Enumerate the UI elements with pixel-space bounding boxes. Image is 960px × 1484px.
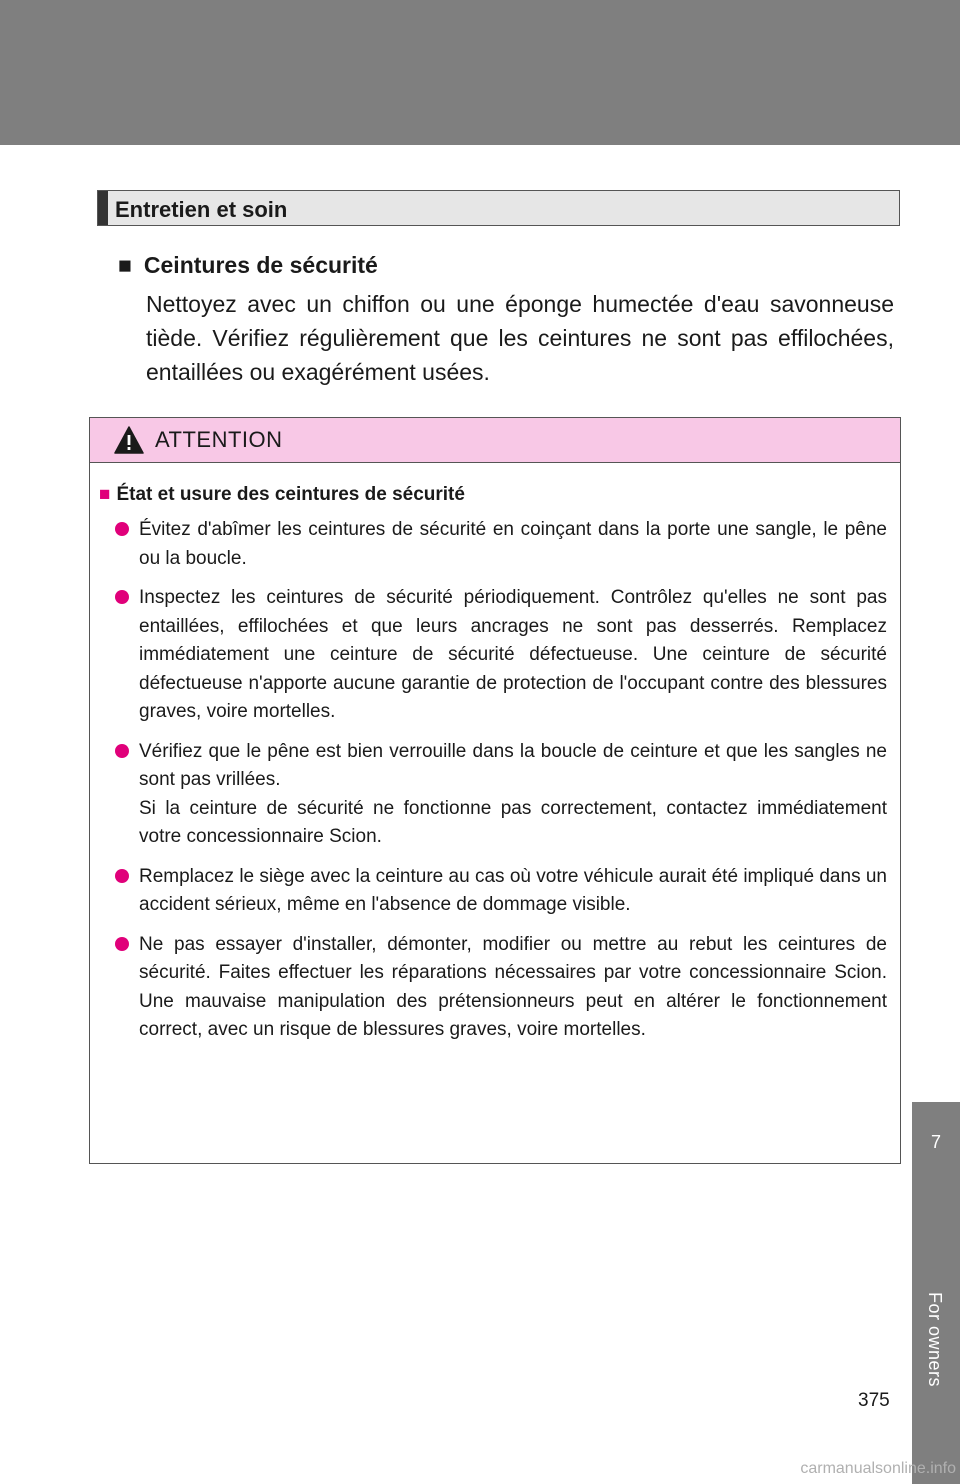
bullet-text: Remplacez le siège avec la ceinture au cas où votre véhicule aurait été impliqué dans un accident sérieux, même en l'absence de dommage visible. xyxy=(139,865,887,915)
bullet-text: Évitez d'abîmer les ceintures de sécurité en coinçant dans la porte une sangle, le pêne ou la boucle. xyxy=(139,519,887,569)
bullet-text: Inspectez les ceintures de sécurité périodiquement. Contrôlez qu'elles ne sont pas entaillées, effilochées et que leurs ancrages ne sont pas desserrés. Remplacez immédiatement une ceinture de sécurité défectueuse. Une ceinture de sécurité défectueuse n'apporte aucune garantie de protection de l'occupant contre des blessures graves, voire mortelles. xyxy=(139,587,887,722)
section-header-bar xyxy=(98,191,108,225)
chapter-number: 7 xyxy=(930,1132,941,1152)
chapter-label: For owners xyxy=(925,1292,945,1388)
bullet-dot-icon xyxy=(115,744,129,758)
warning-subheading-text: État et usure des ceintures de sécurité xyxy=(116,484,465,505)
watermark-text: carmanualsonline.info xyxy=(800,1460,956,1477)
bullet-item xyxy=(115,584,887,727)
subsection-body: Nettoyez avec un chiffon ou une éponge humectée d'eau savonneuse tiède. Vérifiez régulièrement que les ceintures ne sont pas effilochées, entaillées ou exagérément usées. xyxy=(146,291,894,385)
bullet-item xyxy=(115,738,887,852)
section-header xyxy=(97,190,900,226)
page-number: 375 xyxy=(858,1390,890,1411)
warning-triangle-icon xyxy=(114,426,144,454)
bullet-item xyxy=(115,863,887,920)
warning-subheading xyxy=(99,484,465,506)
section-title: Entretien et soin xyxy=(115,197,288,222)
pink-square-bullet-icon: ■ xyxy=(99,484,111,505)
warning-title: ATTENTION xyxy=(155,427,283,452)
bullet-dot-icon xyxy=(115,522,129,536)
bullet-item xyxy=(115,516,887,573)
bullet-dot-icon xyxy=(115,590,129,604)
warning-header xyxy=(90,418,900,463)
warning-box xyxy=(89,417,901,1164)
warning-bullet-list xyxy=(115,516,887,1056)
bullet-dot-icon xyxy=(115,937,129,951)
subsection-title: Ceintures de sécurité xyxy=(143,252,378,278)
top-gray-band xyxy=(0,0,960,145)
square-bullet-icon: ■ xyxy=(118,252,132,278)
bullet-text: Vérifiez que le pêne est bien verrouille dans la boucle de ceinture et que les sangles ne sont pas vrillées. Si la ceinture de sécurité ne fonctionne pas correctement, contactez immédiatement votre concessionnaire Scion. xyxy=(139,740,887,847)
bullet-text: Ne pas essayer d'installer, démonter, modifier ou mettre au rebut les ceintures de sécurité. Faites effectuer les réparations nécessaires par votre concessionnaire Scion. Une mauvaise manipulation des prétensionneurs peut en altérer le fonctionnement correct, avec un risque de blessures graves, voire mortelles. xyxy=(139,933,887,1040)
bullet-dot-icon xyxy=(115,869,129,883)
subsection-heading xyxy=(118,252,378,279)
bullet-item xyxy=(115,931,887,1045)
chapter-side-tab xyxy=(912,1102,960,1484)
